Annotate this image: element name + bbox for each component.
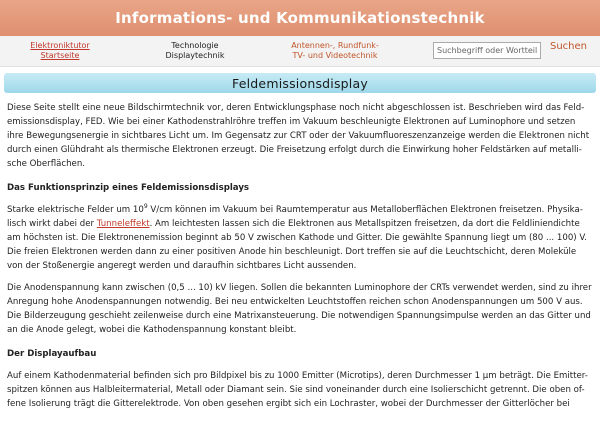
heading-structure: Der Displayaufbau [7,349,97,359]
nav-home-line2: Startseite [40,51,80,60]
nav-current-section [140,41,250,61]
nav-home-line1: Elektroniktutor [30,41,90,50]
principle-text-c: . Am leichtesten lassen sich die Elektronen aus Metallspitzen freisetzen, da dort die Feldliniendichte am höchsten ist. Die Elektronenemission beginnt ab 50 V zwischen Kathode und Gitter. Die gewählte Spannung liegt um (80 ... 100) V. Die freien Elektronen werden dann zu einer positiven Anode hin beschleunigt. Dort treffen sie auf die Leuchtschicht, deren Moleküle von der Stoßenergie angeregt werden und daraufhin sichtbares Licht aussenden. [7,219,587,271]
principle-paragraph [7,203,593,273]
nav-antennen-line1: Antennen-, Rundfunk- [291,41,379,50]
principle-text-b: V/cm können im Vakuum bei Raumtemperatur aus Metalloberflächen Elektronen freisetzen. Physika-lisch wirkt dabei der [7,205,583,229]
intro-paragraph: Diese Seite stellt eine neue Bildschirmtechnik vor, deren Entwicklungsphase noch nicht abgeschlossen ist. Beschrieben wird das Feld-emissionsdisplay, FED. Wie bei einer Kathodenstrahlröhre treffen im Vakuum beschleunigte Elektronen auf Luminophore und setzen ihre Bewegungsenergie in sichtbares Licht um. Im Gegensatz zur CRT oder der Vakuumfluoreszenzanzeige werden die Elektronen nicht durch einen Glühdraht als thermische Elektronen erzeugt. Die Freisetzung erfolgt durch die Einwirkung hoher Feldstärken auf metalli-sche Oberflächen. [7,103,590,169]
nav-link-home[interactable] [5,41,115,61]
site-banner [0,0,600,36]
nav-current-line1: Technologie [171,41,219,50]
principle-text-a: Starke elektrische Felder um 10 [7,205,144,215]
nav-antennen-line2: TV- und Videotechnik [292,51,378,60]
tunneleffekt-link[interactable]: Tunneleffekt [96,219,150,229]
structure-paragraph: Auf einem Kathodenmaterial befinden sich pro Bildpixel bis zu 1000 Emitter (Microtips), deren Durchmesser 1 µm beträgt. Die Emitter-spitzen können aus Halbleitermaterial, Metall oder Diamant sein. Sie sind voneinander durch eine Isolierschicht getrennt. Die oben of-fene Isolierung trägt die Gitterelektrode. Von oben gesehen ergibt sich ein Lochraster, wobei der Durchmesser der Gitterlöcher bei [7,371,588,409]
nav-link-antennen[interactable] [270,41,400,61]
top-navigation [0,36,600,67]
heading-principle: Das Funktionsprinzip eines Feldemissionsdisplays [7,183,250,193]
nav-current-line2: Displaytechnik [165,51,225,60]
page-title: Feldemissionsdisplay [232,75,368,91]
exponent: 9 [143,203,148,211]
article-content [0,101,600,411]
page-title-bar [4,73,596,93]
anode-paragraph: Die Anodenspannung kann zwischen (0,5 ... 10) kV liegen. Sollen die bekannten Luminophore der CRTs verwendet werden, sind zu ihrer Anregung hohe Anodenspannungen notwendig. Bei neu entwickelten Leuchtstoffen reichen schon Anodenspannungen um 500 V aus. Die Bilderzeugung geschieht zeilenweise durch eine Matrixansteuerung. Die notwendigen Spannungsimpulse werden an das Gitter und an die Anode gelegt, wobei die Kathodenspannung konstant bleibt. [7,283,592,335]
search-button[interactable]: Suchen [550,41,588,52]
search-input[interactable] [433,42,541,59]
site-title: Informations- und Kommunikationstechnik [115,9,485,27]
